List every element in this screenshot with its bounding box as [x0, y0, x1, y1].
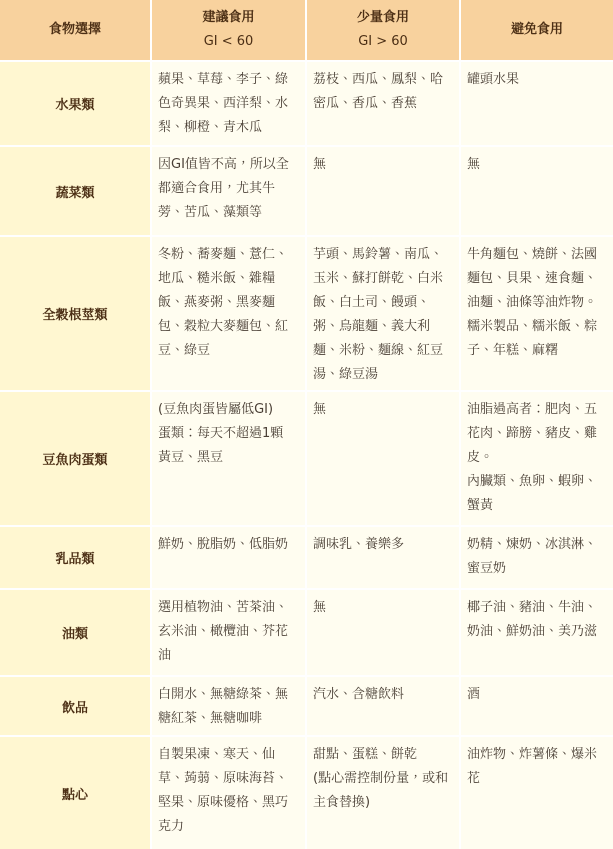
food-list-text: 黃豆、黑豆	[158, 450, 224, 465]
food-list-text: 無	[313, 600, 327, 615]
avoid-cell	[461, 147, 613, 235]
header-avoid-label: 避免食用	[510, 22, 563, 37]
food-list-text: 油炸物、炸薯條、爆米花	[467, 747, 598, 786]
food-list-text: 罐頭水果	[467, 72, 520, 87]
avoid-cell	[461, 527, 613, 588]
limited-cell	[307, 737, 459, 849]
limited-cell	[307, 677, 459, 735]
category-label: 豆魚肉蛋類	[0, 392, 150, 525]
food-list-text: 無	[467, 157, 481, 172]
food-list-text: 糯米製品、糯米飯、粽子、年糕、麻糬	[467, 319, 598, 358]
limited-cell	[307, 237, 459, 390]
header-food-choice	[0, 0, 150, 60]
header-recommended-label: 建議食用	[202, 10, 255, 25]
limited-cell	[307, 392, 459, 525]
category-label: 油類	[0, 590, 150, 675]
limited-cell	[307, 527, 459, 588]
avoid-cell	[461, 677, 613, 735]
avoid-cell	[461, 737, 613, 849]
header-limited-label: 少量食用	[356, 10, 409, 25]
food-list-text: 選用植物油、苦茶油、玄米油、橄欖油、芥花油	[158, 600, 289, 663]
header-recommended-gi: GI < 60	[203, 34, 254, 49]
food-list-text: 荔枝、西瓜、鳳梨、哈密瓜、香瓜、香蕉	[313, 72, 444, 111]
food-list-text: 自製果凍、寒天、仙草、蒟蒻、原味海苔、堅果、原味優格、黑巧克力	[158, 747, 289, 834]
food-list-text: 蛋類：每天不超過1顆	[158, 426, 284, 441]
food-list-text: 冬粉、蕎麥麵、薏仁、地瓜、糙米飯、雜糧飯、燕麥粥、黑麥麵包、穀粒大麥麵包、紅豆、綠豆	[158, 247, 289, 358]
recommended-cell	[152, 677, 305, 735]
recommended-cell	[152, 590, 305, 675]
food-list-text: 調味乳、養樂多	[313, 537, 405, 552]
food-list-text: 奶精、煉奶、冰淇淋、蜜豆奶	[467, 537, 598, 576]
food-list-text: 鮮奶、脫脂奶、低脂奶	[158, 537, 289, 552]
avoid-cell	[461, 590, 613, 675]
avoid-cell	[461, 62, 613, 145]
category-label: 水果類	[0, 62, 150, 145]
category-label: 飲品	[0, 677, 150, 735]
food-list-text: 酒	[467, 687, 481, 702]
header-limited	[307, 0, 459, 60]
food-list-text: 內臟類、魚卵、蝦卵、蟹黃	[467, 474, 598, 513]
food-list-text: 椰子油、豬油、牛油、奶油、鮮奶油、美乃滋	[467, 600, 598, 639]
food-list-text: 油脂過高者：肥肉、五花肉、蹄膀、豬皮、雞皮。	[467, 402, 598, 465]
food-list-text: (點心需控制份量，或和主食替換)	[313, 771, 449, 810]
header-limited-gi: GI > 60	[358, 34, 408, 49]
header-avoid	[461, 0, 613, 60]
category-label: 蔬菜類	[0, 147, 150, 235]
avoid-cell	[461, 392, 613, 525]
recommended-cell	[152, 147, 305, 235]
food-list-text: 蘋果、草莓、李子、綠色奇異果、西洋梨、水梨、柳橙、青木瓜	[158, 72, 289, 135]
food-list-text: 無	[313, 157, 327, 172]
header-food-choice-label: 食物選擇	[48, 22, 101, 37]
recommended-cell	[152, 62, 305, 145]
limited-cell	[307, 590, 459, 675]
food-list-text: 芋頭、馬鈴薯、南瓜、玉米、蘇打餅乾、白米飯、白土司、饅頭、粥、烏龍麵、義大利麵、米粉、麵線、紅豆湯、綠豆湯	[313, 247, 444, 382]
recommended-cell	[152, 392, 305, 525]
food-list-text: 白開水、無糖綠茶、無糖紅茶、無糖咖啡	[158, 687, 289, 726]
recommended-cell	[152, 527, 305, 588]
limited-cell	[307, 62, 459, 145]
food-list-text: 無	[313, 402, 327, 417]
food-list-text: 甜點、蛋糕、餅乾	[313, 747, 418, 762]
category-label: 乳品類	[0, 527, 150, 588]
food-list-text: (豆魚肉蛋皆屬低GI)	[158, 402, 274, 417]
food-list-text: 因GI值皆不高，所以全都適合食用，尤其牛蒡、苦瓜、藻類等	[158, 157, 289, 220]
recommended-cell	[152, 237, 305, 390]
header-recommended	[152, 0, 305, 60]
avoid-cell	[461, 237, 613, 390]
limited-cell	[307, 147, 459, 235]
category-label: 全穀根莖類	[0, 237, 150, 390]
category-label: 點心	[0, 737, 150, 849]
food-list-text: 汽水、含糖飲料	[313, 687, 405, 702]
food-list-text: 牛角麵包、燒餅、法國麵包、貝果、速食麵、油麵、油條等油炸物。	[467, 247, 598, 310]
recommended-cell	[152, 737, 305, 849]
